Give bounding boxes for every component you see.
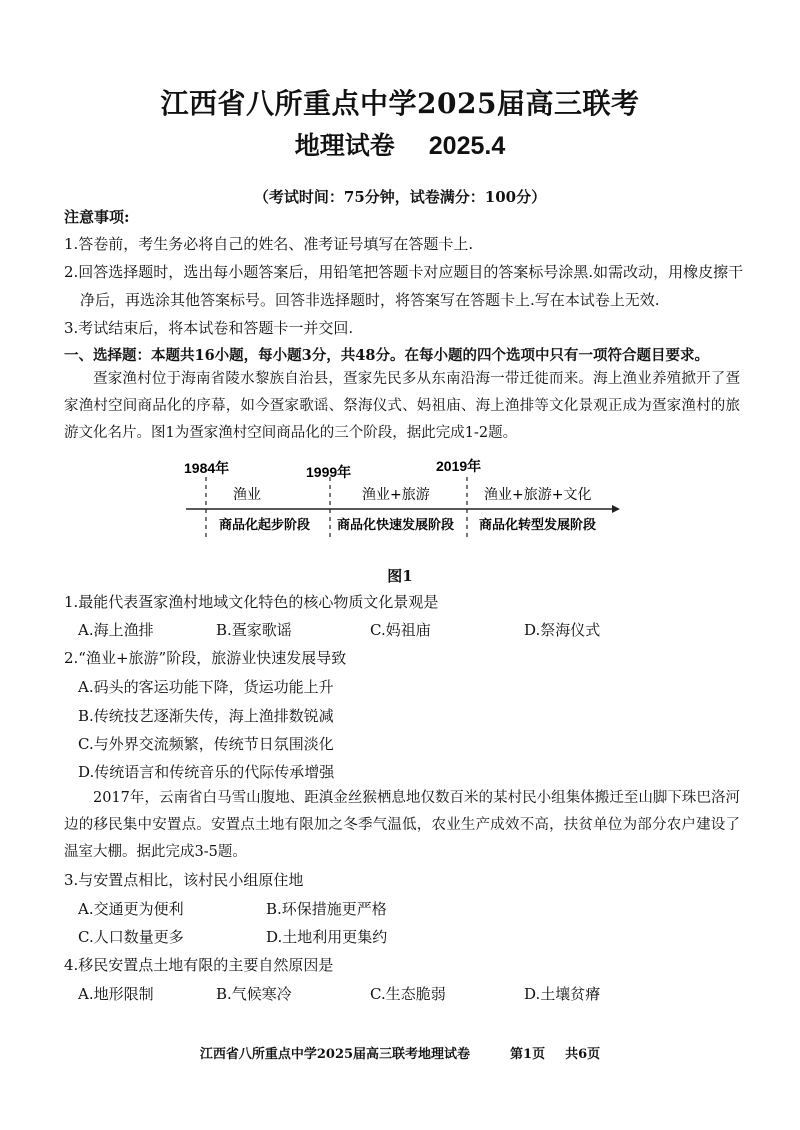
figure-1-timeline — [0, 455, 800, 545]
q2-option-a[interactable]: A.码头的客运功能下降，货运功能上升 — [78, 678, 334, 696]
stage-top-2: 渔业+旅游 — [362, 487, 430, 503]
footer-title: 江西省八所重点中学2025届高三联考地理试卷 — [199, 1047, 471, 1062]
footer-page-number: 第1页 — [510, 1047, 546, 1062]
footer-total-pages: 共6页 — [565, 1047, 601, 1062]
q4-option-a[interactable]: A.地形限制 — [78, 985, 154, 1003]
q2-option-c[interactable]: C.与外界交流频繁，传统节日氛围淡化 — [78, 735, 334, 753]
q1-option-b[interactable]: B.疍家歌谣 — [216, 621, 292, 639]
q1-option-d[interactable]: D.祭海仪式 — [524, 621, 601, 639]
question-4-stem: 4.移民安置点土地有限的主要自然原因是 — [64, 956, 334, 974]
q2-option-b[interactable]: B.传统技艺逐渐失传，海上渔排数锐减 — [78, 707, 334, 725]
notice-item-1: 1.答卷前，考生务必将自己的姓名、准考证号填写在答题卡上. — [64, 235, 474, 253]
passage-1: 疍家渔村位于海南省陵水黎族自治县，疍家先民多从东南沿海一带迁徙而来。海上渔业养殖掀开了疍家渔村空间商品化的序幕，如今疍家歌谣、祭海仪式、妈祖庙、海上渔排等文化景观正成为疍家渔村的旅游文化名片。图1为疍家渔村空间商品化的三个阶段，据此完成1-2题。 — [64, 371, 740, 441]
section-heading: 一、选择题：本题共16小题，每小题3分，共48分。在每小题的四个选项中只有一项符合题目要求。 — [64, 347, 709, 364]
question-1-stem: 1.最能代表疍家渔村地域文化特色的核心物质文化景观是 — [64, 593, 439, 611]
stage-bottom-3: 商品化转型发展阶段 — [479, 518, 597, 533]
q3-option-a[interactable]: A.交通更为便利 — [78, 900, 184, 918]
exam-subject-line — [0, 126, 800, 162]
q3-option-c[interactable]: C.人口数量更多 — [78, 928, 184, 946]
q1-option-a[interactable]: A.海上渔排 — [78, 621, 154, 639]
year-1999: 1999年 — [306, 464, 352, 480]
question-2-stem: 2.“渔业+旅游”阶段，旅游业快速发展导致 — [64, 649, 347, 667]
notice-item-2: 2.回答选择题时，选出每小题答案后，用铅笔把答题卡对应题目的答案标号涂黑.如需改动，用橡皮擦干 — [64, 263, 744, 281]
notice-heading: 注意事项: — [64, 208, 130, 226]
stage-bottom-1: 商品化起步阶段 — [219, 518, 311, 533]
stage-bottom-2: 商品化快速发展阶段 — [337, 518, 455, 533]
q1-option-c[interactable]: C.妈祖庙 — [370, 621, 431, 639]
year-1984: 1984年 — [184, 460, 230, 476]
q4-option-d[interactable]: D.土壤贫瘠 — [524, 985, 601, 1003]
timeline-arrow — [612, 505, 620, 513]
q4-option-c[interactable]: C.生态脆弱 — [370, 985, 446, 1003]
year-2019: 2019年 — [436, 458, 482, 474]
notice-item-3: 3.考试结束后，将本试卷和答题卡一并交回. — [64, 319, 354, 337]
exam-subject: 地理试卷 — [294, 131, 395, 160]
q3-option-b[interactable]: B.环保措施更严格 — [266, 900, 387, 918]
exam-title: 江西省八所重点中学2025届高三联考 — [160, 87, 640, 120]
q4-option-b[interactable]: B.气候寒冷 — [216, 985, 292, 1003]
q2-option-d[interactable]: D.传统语言和传统音乐的代际传承增强 — [78, 763, 335, 781]
page-footer — [0, 1043, 800, 1062]
exam-date: 2025.4 — [428, 132, 506, 160]
stage-top-1: 渔业 — [233, 487, 261, 503]
stage-top-3: 渔业+旅游+文化 — [484, 487, 592, 503]
figure-1-caption: 图1 — [387, 567, 413, 585]
exam-info: （考试时间：75分钟，试卷满分：100分） — [253, 188, 547, 206]
notice-item-2-cont: 净后，再选涂其他答案标号。回答非选择题时，将答案写在答题卡上.写在本试卷上无效. — [80, 291, 660, 309]
question-3-stem: 3.与安置点相比，该村民小组原住地 — [64, 871, 304, 889]
passage-2: 2017年，云南省白马雪山腹地、距滇金丝猴栖息地仅数百米的某村民小组集体搬迁至山脚下珠巴洛河边的移民集中安置点。安置点土地有限加之冬季气温低，农业生产成效不高，扶贫单位为部分农户建设了温室大棚。据此完成3-5题。 — [64, 790, 740, 860]
q3-option-d[interactable]: D.土地利用更集约 — [266, 928, 388, 946]
